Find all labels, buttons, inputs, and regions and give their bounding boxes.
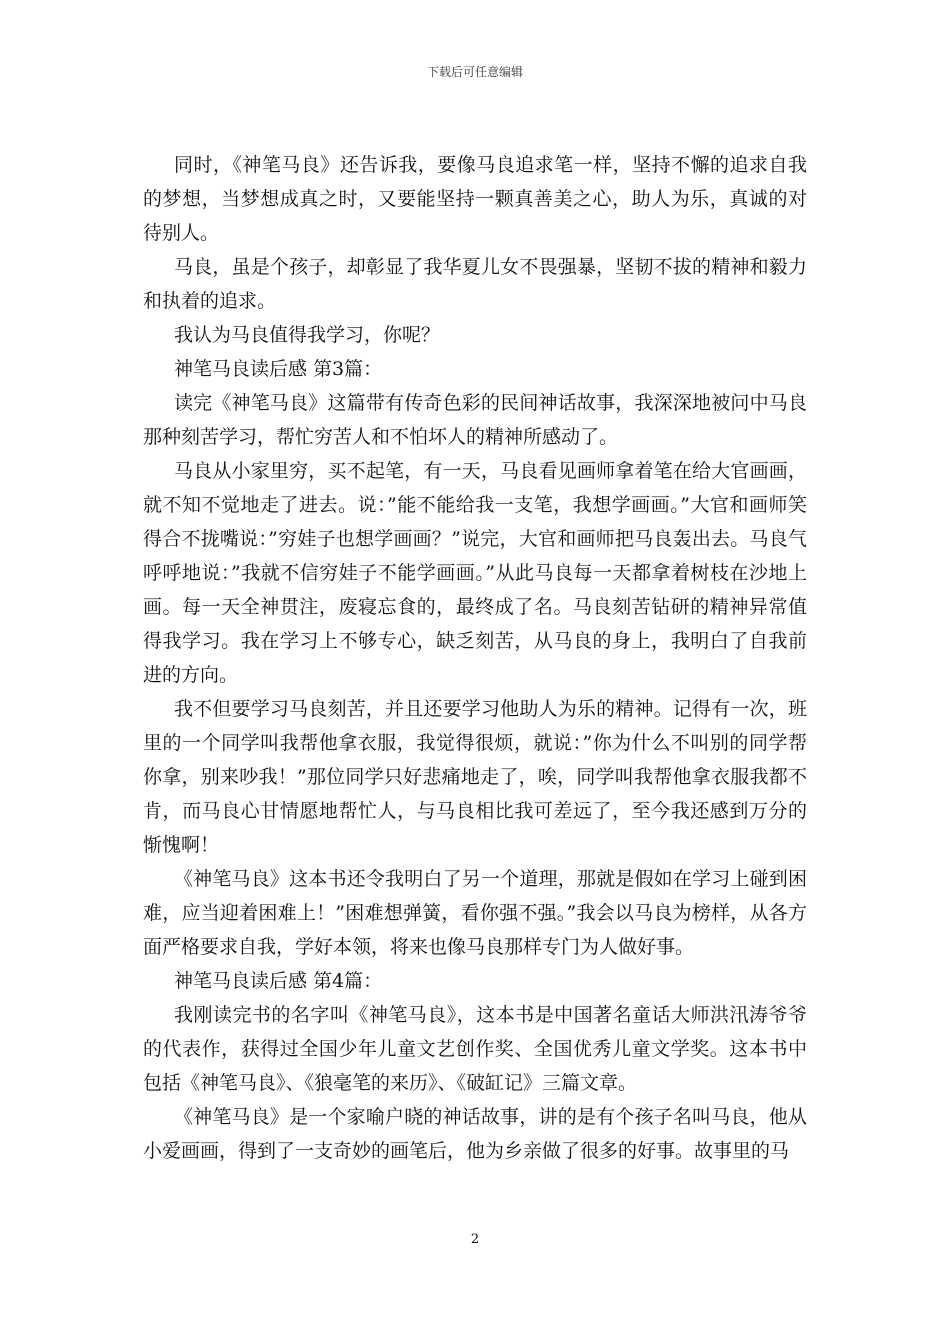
- document-body: [143, 148, 807, 1168]
- paragraph: 我不但要学习马良刻苦，并且还要学习他助人为乐的精神。记得有一次，班里的一个同学叫我帮他拿衣服，我觉得很烦，就说：”你为什么不叫别的同学帮你拿，别来吵我！”那位同学只好悲痛地走了，唉，同学叫我帮他拿衣服我都不肯，而马良心甘情愿地帮忙人，与马良相比我可差远了，至今我还感到万分的惭愧啊！: [143, 698, 807, 856]
- paragraph: 《神笔马良》这本书还令我明白了另一个道理，那就是假如在学习上碰到困难，应当迎着困难上！”困难想弹簧，看你强不强。”我会以马良为榜样，从各方面严格要求自我，学好本领，将来也像马良那样专门为人做好事。: [143, 868, 807, 958]
- paragraph: 马良，虽是个孩子，却彰显了我华夏儿女不畏强暴，坚韧不拔的精神和毅力和执着的追求。: [143, 256, 807, 312]
- paragraph: 我认为马良值得我学习，你呢？: [174, 324, 441, 346]
- paragraph: 马良从小家里穷，买不起笔，有一天，马良看见画师拿着笔在给大官画画，就不知不觉地走了进去。说：”能不能给我一支笔，我想学画画。”大官和画师笑得合不拢嘴说：”穷娃子也想学画画？”说完，大官和画师把马良轰出去。马良气呼呼地说：”我就不信穷娃子不能学画画。”从此马良每一天都拿着树枝在沙地上画。每一天全神贯注，废寝忘食的，最终成了名。马良刻苦钻研的精神异常值得我学习。我在学习上不够专心，缺乏刻苦，从马良的身上，我明白了自我前进的方向。: [143, 460, 807, 686]
- paragraph: 我刚读完书的名字叫《神笔马良》，这本书是中国著名童话大师洪汛涛爷爷的代表作，获得过全国少年儿童文艺创作奖、全国优秀儿童文学奖。这本书中包括《神笔马良》、《狼毫笔的来历》、《破缸记》三篇文章。: [143, 1004, 807, 1094]
- paragraph: 同时，《神笔马良》还告诉我，要像马良追求笔一样，坚持不懈的追求自我的梦想，当梦想成真之时，又要能坚持一颗真善美之心，助人为乐，真诚的对待别人。: [143, 154, 807, 244]
- page-number: 2: [470, 1232, 480, 1247]
- section-heading: 神笔马良读后感 第4篇：: [174, 970, 383, 992]
- section-heading: 神笔马良读后感 第3篇：: [174, 358, 383, 380]
- paragraph: 《神笔马良》是一个家喻户晓的神话故事，讲的是有个孩子名叫马良，他从小爱画画，得到了一支奇妙的画笔后，他为乡亲做了很多的好事。故事里的马: [143, 1106, 807, 1162]
- page-header: 下载后可任意编辑: [426, 65, 523, 79]
- paragraph: 读完《神笔马良》这篇带有传奇色彩的民间神话故事，我深深地被问中马良那种刻苦学习，帮忙穷苦人和不怕坏人的精神所感动了。: [143, 392, 807, 448]
